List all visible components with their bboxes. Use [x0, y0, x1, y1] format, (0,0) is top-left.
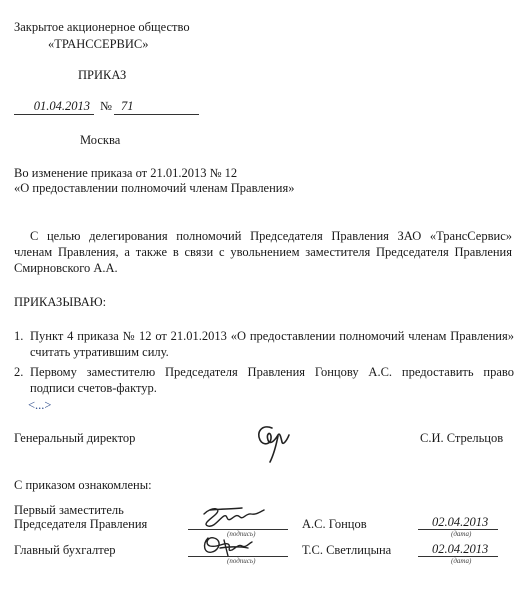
signer-1-name: А.С. Гонцов: [302, 517, 367, 531]
preamble-paragraph: С целью делегирования полномочий Председателя Правления ЗАО «ТрансСервис» членам Правления, а также в связи с увольнением заместителя Председателя Правления Смирновского А.А.: [14, 229, 512, 275]
omission-mark: <...>: [28, 398, 52, 412]
signer-2-date: 02.04.2013: [432, 542, 489, 556]
list-item: [14, 364, 514, 396]
signer-2-name: Т.С. Светлицына: [302, 543, 392, 557]
list-item-text: Первому заместителю Председателя Правления Гонцову А.С. предоставить право подписи счетов-фактур.: [30, 365, 514, 395]
signature-caption: (подпись): [227, 557, 256, 565]
list-item-text: Пункт 4 приказа № 12 от 21.01.2013 «О предоставлении полномочий членам Правления» считать утратившим силу.: [30, 329, 514, 359]
signer-1-signature: [196, 502, 268, 528]
city: Москва: [80, 133, 121, 147]
order-number: 71: [114, 99, 199, 115]
date-caption: (дата): [451, 557, 472, 565]
org-name: Закрытое акционерное общество: [14, 20, 190, 34]
org-brand: «ТРАНССЕРВИС»: [48, 37, 149, 51]
subject-line-1: Во изменение приказа от 21.01.2013 № 12: [14, 166, 238, 180]
director-signature: [252, 418, 296, 462]
list-item-number: 2.: [14, 365, 24, 379]
order-title: ПРИКАЗ: [78, 68, 127, 82]
signer-1-position-line-2: Председателя Правления: [14, 517, 148, 531]
number-sign: №: [100, 99, 112, 113]
signer-2-position: Главный бухгалтер: [14, 543, 116, 557]
signer-1-position-line-1: Первый заместитель: [14, 503, 124, 517]
subject-line-2: «О предоставлении полномочий членам Правления»: [14, 181, 295, 195]
order-items-list: [14, 328, 514, 400]
list-item: [14, 328, 514, 360]
signature-caption: (подпись): [227, 530, 256, 538]
list-item-number: 1.: [14, 329, 24, 343]
acquainted-heading: С приказом ознакомлены:: [14, 478, 152, 492]
order-date: 01.04.2013: [14, 99, 94, 115]
date-caption: (дата): [451, 530, 472, 538]
director-position: Генеральный директор: [14, 431, 136, 445]
signer-1-date: 02.04.2013: [432, 515, 489, 529]
command-heading: ПРИКАЗЫВАЮ:: [14, 295, 107, 309]
director-name: С.И. Стрельцов: [420, 431, 504, 445]
